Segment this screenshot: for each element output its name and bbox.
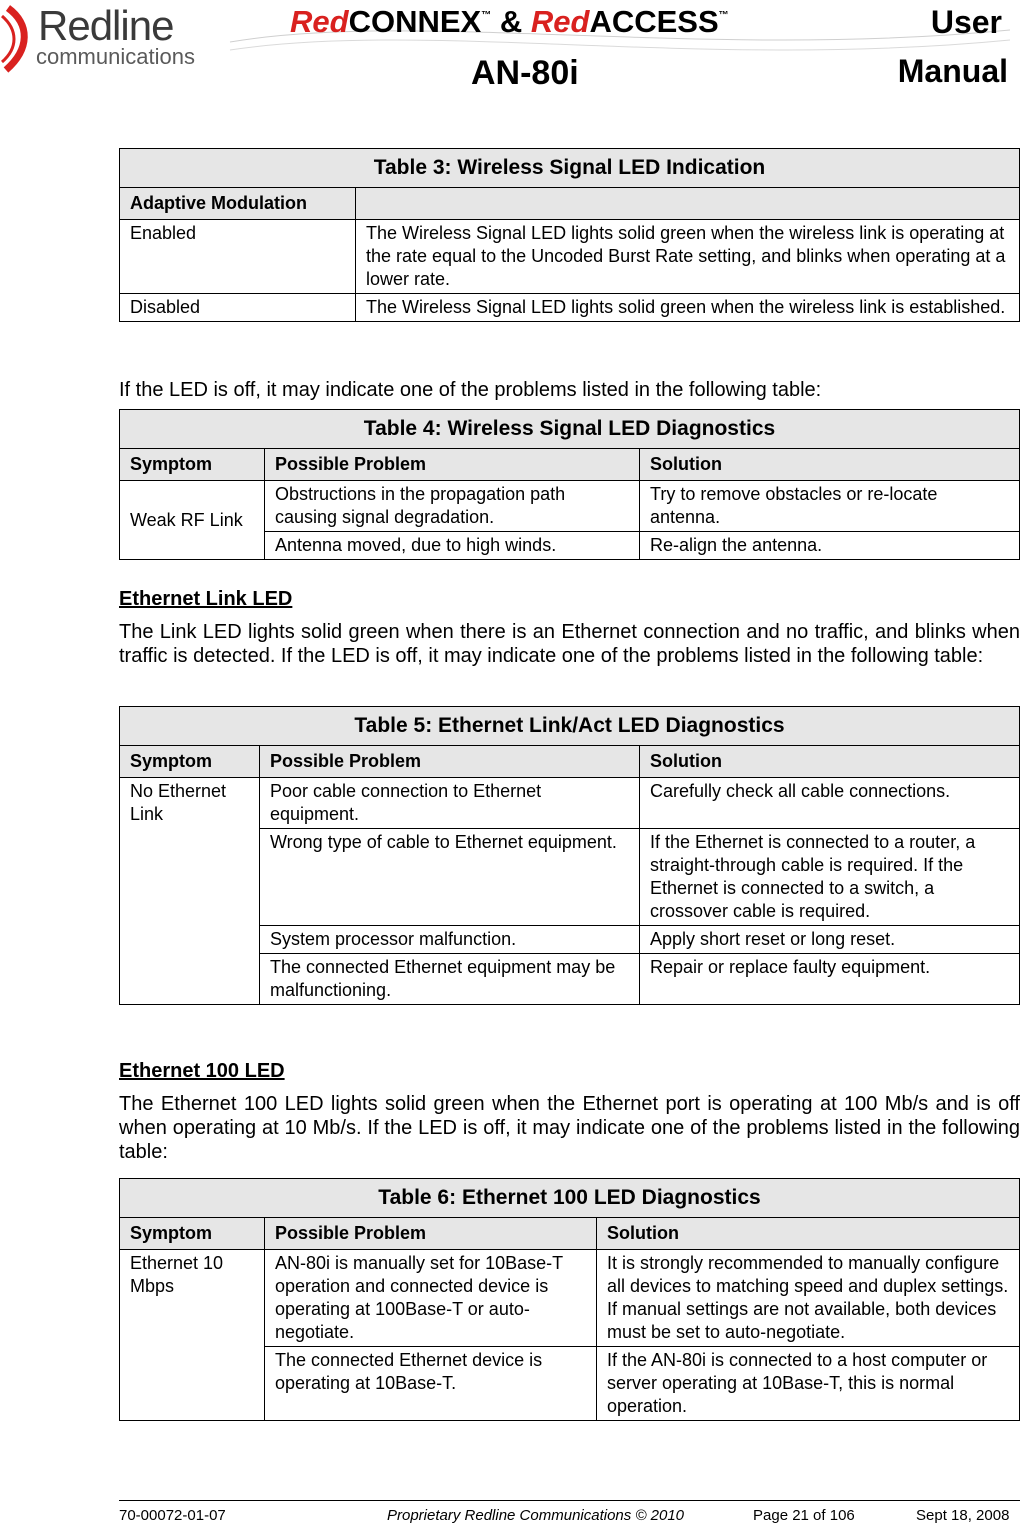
caption-title: Ethernet Link/Act LED Diagnostics xyxy=(438,714,785,737)
table-cell: It is strongly recommended to manually configure all devices to matching speed and duplex settings. If manual settings are not available, both devices must be set to auto-negotiate. xyxy=(597,1250,1020,1347)
table-cell: Apply short reset or long reset. xyxy=(640,926,1020,954)
caption-title: Wireless Signal LED Diagnostics xyxy=(447,417,776,440)
table-cell: If the AN-80i is connected to a host computer or server operating at 10Base-T, this is normal operation. xyxy=(597,1347,1020,1421)
title-user: User xyxy=(930,4,1002,40)
table-cell: The Wireless Signal LED lights solid green when the wireless link is established. xyxy=(356,294,1020,322)
symptom-cell: No Ethernet Link xyxy=(120,778,260,1005)
table-5-ethernet-link-act-led-diagnostics xyxy=(119,706,1020,1005)
brand-red-connex: Red xyxy=(290,4,349,39)
redline-swirl-icon xyxy=(0,4,40,74)
column-header: Symptom xyxy=(120,746,260,778)
table-3-wireless-signal-led-indication xyxy=(119,148,1020,322)
table-caption xyxy=(120,1179,1020,1218)
table-row xyxy=(120,481,1020,532)
section-heading-ethernet-link-led: Ethernet Link LED xyxy=(119,588,293,610)
symptom-cell: Weak RF Link xyxy=(120,481,265,560)
table-cell: Re-align the antenna. xyxy=(640,532,1020,560)
column-header: Possible Problem xyxy=(260,746,640,778)
table-cell: Try to remove obstacles or re-locate antenna. xyxy=(640,481,1020,532)
logo-subtitle: communications xyxy=(36,44,195,69)
table-cell: The Wireless Signal LED lights solid green when the wireless link is operating at the rate equal to the Uncoded Burst Rate setting, and blinks when operating at a lower rate. xyxy=(356,220,1020,294)
caption-title: Ethernet 100 LED Diagnostics xyxy=(461,1186,761,1209)
table-6-ethernet-100-led-diagnostics xyxy=(119,1178,1020,1421)
column-header: Symptom xyxy=(120,449,265,481)
footer-page-number: Page 21 of 106 xyxy=(753,1507,855,1524)
table-caption xyxy=(120,707,1020,746)
table-cell: Disabled xyxy=(120,294,356,322)
caption-separator: : xyxy=(449,1186,462,1209)
table-4-wireless-signal-led-diagnostics xyxy=(119,409,1020,560)
table-cell: Obstructions in the propagation path causing signal degradation. xyxy=(265,481,640,532)
caption-separator: : xyxy=(434,417,448,440)
column-header: Adaptive Modulation xyxy=(120,188,356,220)
logo-name: Redline xyxy=(38,2,174,49)
caption-separator: : xyxy=(425,714,439,737)
table-cell: AN-80i is manually set for 10Base-T operation and connected device is operating at 100Base-T or auto-negotiate. xyxy=(265,1250,597,1347)
brand-ampersand: & xyxy=(499,4,523,39)
column-header-empty xyxy=(356,188,1020,220)
section-text-ethernet-100-led: The Ethernet 100 LED lights solid green when the Ethernet port is operating at 100 Mb/s and is off when operating at 10 Mb/s. If the LED is off, it may indicate one of the problems listed in the following table: xyxy=(119,1093,1020,1163)
caption-prefix: Table 3 xyxy=(373,156,445,179)
trademark-mark: ™ xyxy=(718,10,729,21)
model-name: AN-80i xyxy=(471,54,579,92)
footer-doc-number: 70-00072-01-07 xyxy=(119,1507,226,1524)
table-cell: The connected Ethernet device is operating at 10Base-T. xyxy=(265,1347,597,1421)
page-header xyxy=(0,0,1020,110)
table-row xyxy=(120,294,1020,322)
column-header: Solution xyxy=(640,449,1020,481)
section-text-ethernet-link-led: The Link LED lights solid green when there is an Ethernet connection and no traffic, and blinks when traffic is detected. If the LED is off, it may indicate one of the problems listed in the following table: xyxy=(119,621,1020,667)
table-cell: Wrong type of cable to Ethernet equipment. xyxy=(260,829,640,926)
column-header: Symptom xyxy=(120,1218,265,1250)
intro-paragraph: If the LED is off, it may indicate one of the problems listed in the following table: xyxy=(119,379,822,401)
table-cell: The connected Ethernet equipment may be malfunctioning. xyxy=(260,954,640,1005)
caption-prefix: Table 6 xyxy=(378,1186,450,1209)
redline-logo xyxy=(0,0,205,80)
table-row xyxy=(120,220,1020,294)
table-row xyxy=(120,778,1020,829)
table-cell: Enabled xyxy=(120,220,356,294)
table-row xyxy=(120,1250,1020,1347)
column-header: Solution xyxy=(640,746,1020,778)
table-cell: Carefully check all cable connections. xyxy=(640,778,1020,829)
title-manual: Manual xyxy=(897,53,1008,89)
table-cell: Repair or replace faulty equipment. xyxy=(640,954,1020,1005)
caption-prefix: Table 5 xyxy=(354,714,426,737)
caption-separator: : xyxy=(444,156,458,179)
footer-proprietary: Proprietary Redline Communications © 2010 xyxy=(387,1507,685,1524)
symptom-cell: Ethernet 10 Mbps xyxy=(120,1250,265,1421)
column-header: Possible Problem xyxy=(265,1218,597,1250)
caption-prefix: Table 4 xyxy=(363,417,435,440)
footer-divider xyxy=(119,1500,1020,1501)
footer-date: Sept 18, 2008 xyxy=(916,1507,1010,1524)
brand-red-access: Red xyxy=(530,4,590,39)
trademark-mark: ™ xyxy=(481,10,492,21)
column-header: Solution xyxy=(597,1218,1020,1250)
column-header: Possible Problem xyxy=(265,449,640,481)
table-caption xyxy=(120,149,1020,188)
table-cell: Poor cable connection to Ethernet equipment. xyxy=(260,778,640,829)
brand-access: ACCESS xyxy=(589,4,719,39)
section-heading-ethernet-100-led: Ethernet 100 LED xyxy=(119,1060,285,1082)
table-cell: If the Ethernet is connected to a router, a straight-through cable is required. If the Ethernet is connected to a switch, a crossover cable is required. xyxy=(640,829,1020,926)
brand-connex: CONNEX xyxy=(348,4,482,39)
table-cell: System processor malfunction. xyxy=(260,926,640,954)
table-caption xyxy=(120,410,1020,449)
table-cell: Antenna moved, due to high winds. xyxy=(265,532,640,560)
product-brand xyxy=(290,4,729,40)
caption-title: Wireless Signal LED Indication xyxy=(457,156,766,179)
